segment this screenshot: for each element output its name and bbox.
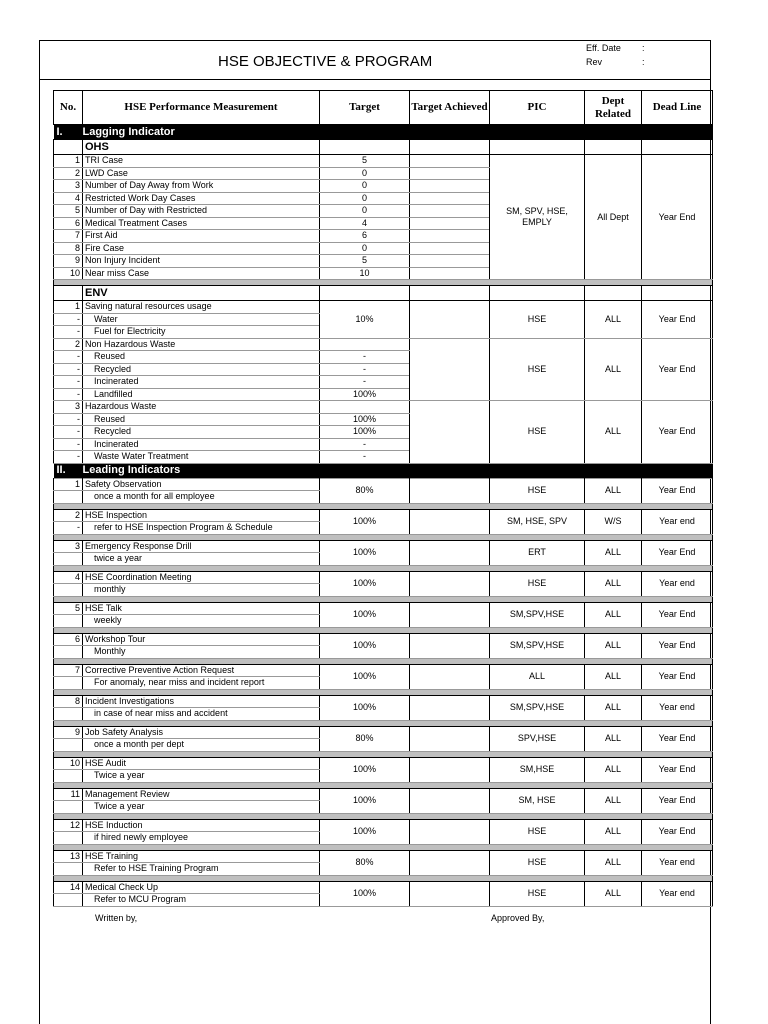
eff-date-colon: : — [642, 43, 645, 53]
table-row: 5 HSE Talk 100% SM,SPV,HSE ALL Year End — [54, 602, 713, 615]
table-row: 1 Saving natural resources usage 10% HSE ALL Year End — [54, 301, 713, 314]
table-row: 9 Non Injury Incident 5 — [54, 255, 713, 268]
table-row: 2 Non Hazardous Waste HSE ALL Year End — [54, 338, 713, 351]
table-row: - Recycled 100% — [54, 426, 713, 439]
header-dead-line: Dead Line — [642, 91, 713, 125]
table-header-row — [54, 91, 713, 125]
group-env — [54, 286, 713, 301]
table-row: Twice a year — [54, 801, 713, 814]
table-row: Refer to HSE Training Program — [54, 863, 713, 876]
table-row: 3 Number of Day Away from Work 0 — [54, 180, 713, 193]
header-target: Target — [320, 91, 410, 125]
table-row: once a month per dept — [54, 739, 713, 752]
header-divider — [39, 79, 711, 80]
section-lagging — [54, 125, 713, 140]
section-leading-no: II. — [54, 463, 83, 478]
table-row: 1 Safety Observation 80% HSE ALL Year End — [54, 478, 713, 491]
table-row: 13 HSE Training 80% HSE ALL Year end — [54, 850, 713, 863]
table-row: 10 Near miss Case 10 — [54, 267, 713, 280]
table-row: monthly — [54, 584, 713, 597]
table-row: 4 Restricted Work Day Cases 0 — [54, 192, 713, 205]
group-ohs — [54, 140, 713, 155]
table-row: Twice a year — [54, 770, 713, 783]
rev-colon: : — [642, 57, 645, 67]
table-row: 6 Workshop Tour 100% SM,SPV,HSE ALL Year End — [54, 633, 713, 646]
table-row: 8 Incident Investigations 100% SM,SPV,HSE ALL Year end — [54, 695, 713, 708]
table-row: once a month for all employee — [54, 491, 713, 504]
table-row: 9 Job Safety Analysis 80% SPV,HSE ALL Year End — [54, 726, 713, 739]
table-row: 11 Management Review 100% SM, HSE ALL Year End — [54, 788, 713, 801]
ohs-deadline: Year End — [642, 155, 713, 280]
header-target-achieved: Target Achieved — [410, 91, 490, 125]
ohs-pic: SM, SPV, HSE, EMPLY — [490, 155, 585, 280]
table-row: Monthly — [54, 646, 713, 659]
table-row: 7 Corrective Preventive Action Request 100% ALL ALL Year End — [54, 664, 713, 677]
table-row: 3 Hazardous Waste HSE ALL Year End — [54, 401, 713, 414]
table-row: 7 First Aid 6 — [54, 230, 713, 243]
group-env-label: ENV — [83, 286, 320, 301]
table-row: 14 Medical Check Up 100% HSE ALL Year end — [54, 881, 713, 894]
table-row: twice a year — [54, 553, 713, 566]
table-row: 1 TRI Case 5 SM, SPV, HSE, EMPLY All Dept Year End — [54, 155, 713, 168]
table-row: - Incinerated - — [54, 438, 713, 451]
header-pic: PIC — [490, 91, 585, 125]
table-row: weekly — [54, 615, 713, 628]
table-row: Refer to MCU Program — [54, 894, 713, 907]
hse-program-table — [53, 90, 713, 907]
table-row: - Waste Water Treatment - — [54, 451, 713, 464]
table-row: 4 HSE Coordination Meeting 100% HSE ALL Year end — [54, 571, 713, 584]
written-by-label: Written by, — [95, 913, 138, 923]
table-row: 12 HSE Induction 100% HSE ALL Year End — [54, 819, 713, 832]
table-row: - Incinerated - — [54, 376, 713, 389]
approved-by-label: Approved By, — [491, 913, 545, 923]
document-title: HSE OBJECTIVE & PROGRAM — [218, 53, 433, 70]
eff-date-label: Eff. Date — [586, 43, 621, 53]
section-lagging-no: I. — [54, 125, 83, 140]
table-row: - Fuel for Electricity — [54, 326, 713, 339]
group-ohs-label: OHS — [83, 140, 320, 155]
table-row: - refer to HSE Inspection Program & Schedule — [54, 522, 713, 535]
ohs-dept: All Dept — [585, 155, 642, 280]
table-row: 3 Emergency Response Drill 100% ERT ALL Year End — [54, 540, 713, 553]
table-row: in case of near miss and accident — [54, 708, 713, 721]
table-row: - Landfilled 100% — [54, 388, 713, 401]
table-row: 6 Medical Treatment Cases 4 — [54, 217, 713, 230]
table-row: 2 HSE Inspection 100% SM, HSE, SPV W/S Year end — [54, 509, 713, 522]
header-dept-related: Dept Related — [585, 91, 642, 125]
section-leading — [54, 463, 713, 478]
rev-label: Rev — [586, 57, 603, 67]
table-row: - Reused - — [54, 351, 713, 364]
table-row: - Water — [54, 313, 713, 326]
table-row: - Recycled - — [54, 363, 713, 376]
table-row: 5 Number of Day with Restricted 0 — [54, 205, 713, 218]
table-row: if hired newly employee — [54, 832, 713, 845]
section-leading-label: Leading Indicators — [83, 463, 713, 478]
table-row: 10 HSE Audit 100% SM,HSE ALL Year End — [54, 757, 713, 770]
header-measurement: HSE Performance Measurement — [83, 91, 320, 125]
table-row: 8 Fire Case 0 — [54, 242, 713, 255]
leading-items-body — [54, 478, 713, 906]
header-no: No. — [54, 91, 83, 125]
section-lagging-label: Lagging Indicator — [83, 125, 713, 140]
table-row: - Reused 100% — [54, 413, 713, 426]
table-row: For anomaly, near miss and incident report — [54, 677, 713, 690]
table-row: 2 LWD Case 0 — [54, 167, 713, 180]
